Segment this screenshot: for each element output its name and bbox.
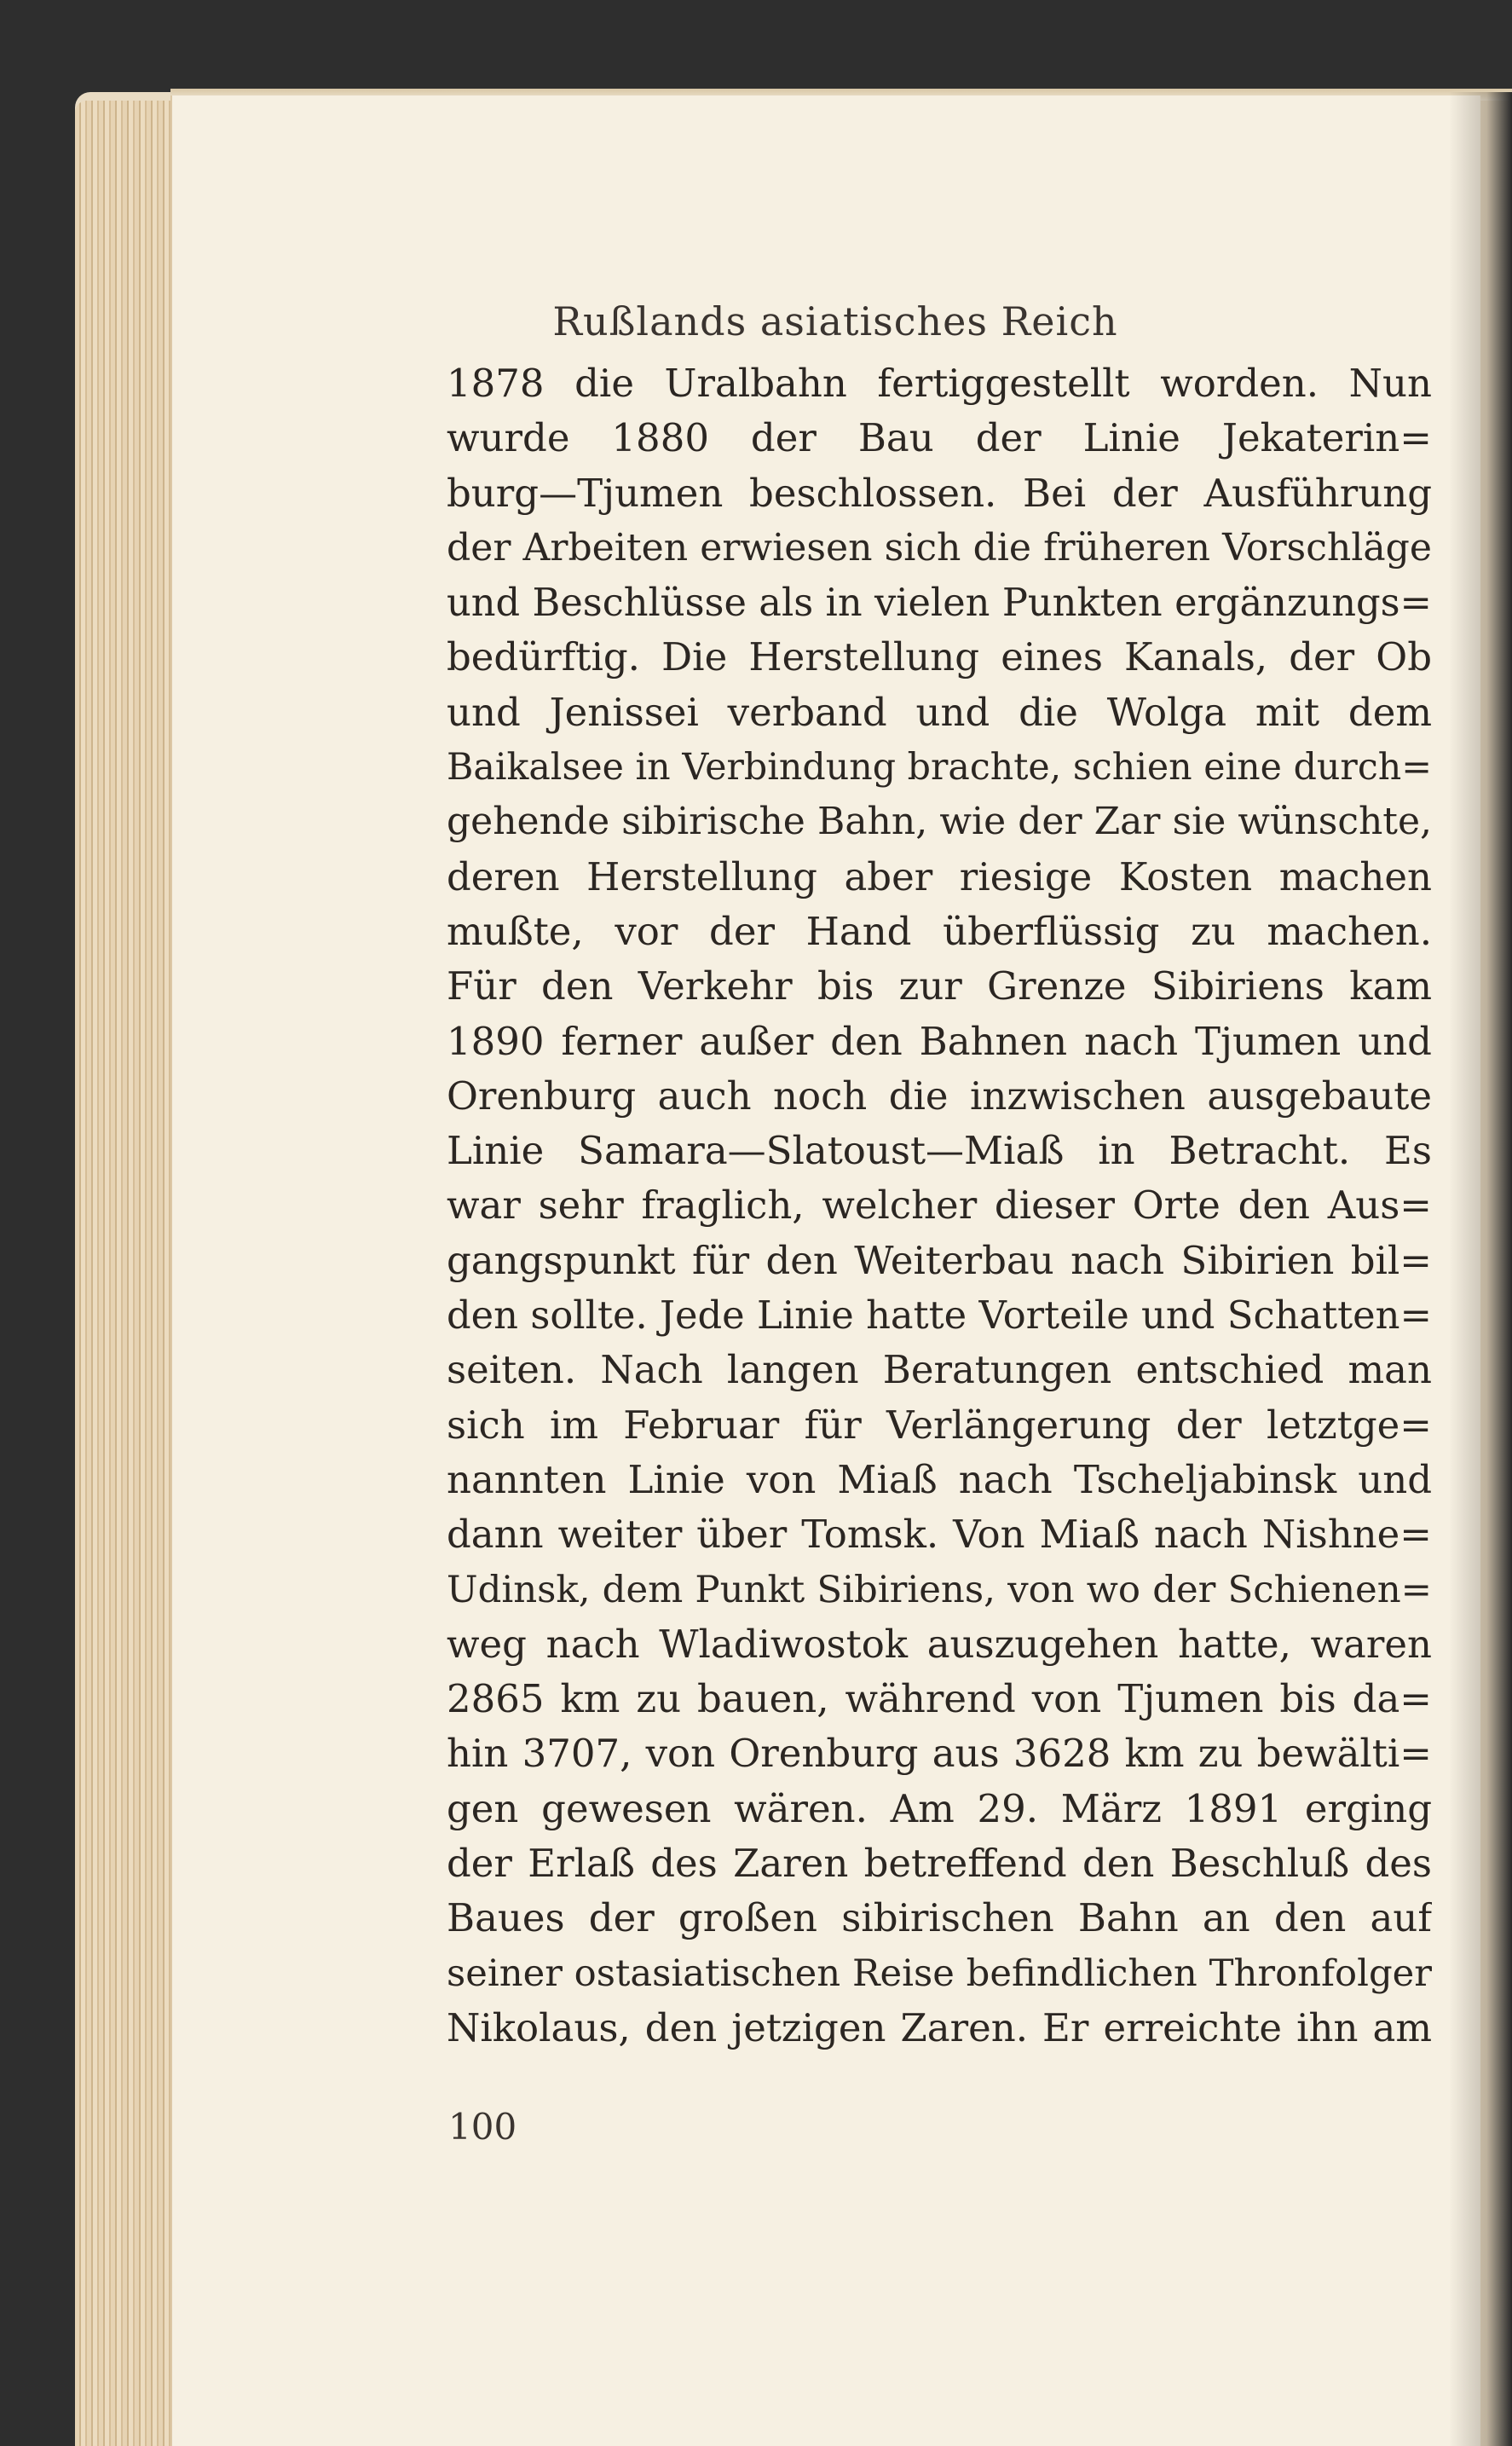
text-line: sich im Februar für Verlängerung der letztge=: [447, 1402, 1432, 1448]
gutter-shadow: [1449, 92, 1512, 2446]
text-line: mußte, vor der Hand überflüssig zu machen.: [447, 908, 1432, 954]
text-line: Baikalsee in Verbindung brachte, schien eine durch=: [447, 746, 1432, 789]
page-number: 100: [448, 2106, 517, 2148]
text-line: gehende sibirische Bahn, wie der Zar sie wünschte,: [447, 800, 1432, 844]
text-line: Für den Verkehr bis zur Grenze Sibiriens kam: [447, 963, 1432, 1009]
text-line: deren Herstellung aber riesige Kosten machen: [447, 853, 1432, 899]
page-edges: [75, 101, 177, 2446]
text-line: weg nach Wladiwostok auszugehen hatte, waren: [447, 1621, 1432, 1667]
text-line: dann weiter über Tomsk. Von Miaß nach Nishne=: [447, 1512, 1432, 1558]
text-line: bedürftig. Die Herstellung eines Kanals, der Ob: [447, 634, 1432, 680]
text-line: gangspunkt für den Weiterbau nach Sibirien bil=: [447, 1237, 1432, 1283]
text-line: Nikolaus, den jetzigen Zaren. Er erreichte ihn am: [447, 2004, 1432, 2050]
text-line: seiten. Nach langen Beratungen entschied man: [447, 1347, 1432, 1393]
text-line: Udinsk, dem Punkt Sibiriens, von wo der Schienen=: [447, 1568, 1432, 1611]
text-line: hin 3707, von Orenburg aus 3628 km zu bewälti=: [447, 1731, 1432, 1777]
text-line: und Beschlüsse als in vielen Punkten ergänzungs=: [447, 581, 1432, 626]
text-line: gen gewesen wären. Am 29. März 1891 erging: [447, 1785, 1432, 1831]
text-line: 1890 ferner außer den Bahnen nach Tjumen und: [447, 1018, 1432, 1064]
text-line: der Erlaß des Zaren betreffend den Beschluß des: [447, 1841, 1432, 1887]
text-line: Orenburg auch noch die inzwischen ausgebaute: [447, 1073, 1432, 1119]
text-line: der Arbeiten erwiesen sich die früheren Vorschläge: [447, 525, 1432, 570]
text-line: nannten Linie von Miaß nach Tscheljabinsk und: [447, 1456, 1432, 1502]
text-line: war sehr fraglich, welcher dieser Orte den Aus=: [447, 1183, 1432, 1229]
text-line: 2865 km zu bauen, während von Tjumen bis da=: [447, 1676, 1432, 1722]
running-head: Rußlands asiatisches Reich: [552, 298, 1118, 344]
text-line: burg—Tjumen beschlossen. Bei der Ausführung: [447, 470, 1432, 516]
text-line: Baues der großen sibirischen Bahn an den auf: [447, 1895, 1432, 1941]
text-line: den sollte. Jede Linie hatte Vorteile und Schatten=: [447, 1292, 1432, 1339]
text-line: 1878 die Uralbahn fertiggestellt worden. Nun: [447, 361, 1432, 406]
text-line: Linie Samara—Slatoust—Miaß in Betracht. Es: [447, 1128, 1432, 1174]
text-line: und Jenissei verband und die Wolga mit dem: [447, 689, 1432, 735]
body-text: [447, 356, 1432, 2056]
text-line: wurde 1880 der Bau der Linie Jekaterin=: [447, 415, 1432, 461]
text-line: seiner ostasiatischen Reise befindlichen Thronfolger: [447, 1952, 1432, 1995]
